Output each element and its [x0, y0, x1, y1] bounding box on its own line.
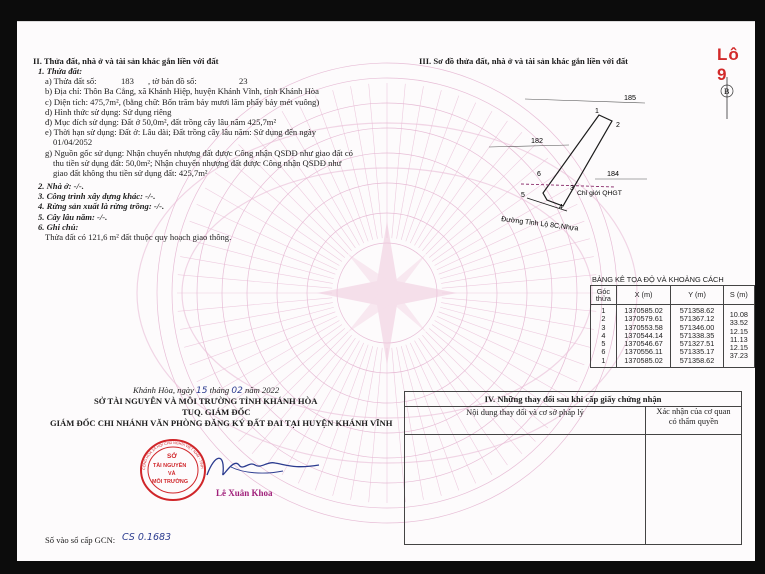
coord-y: 571358.62	[679, 306, 715, 315]
coord-x: 1370556.11	[624, 347, 663, 357]
stamp-so: SỞ	[167, 453, 177, 460]
coord-x: 1370546.67	[624, 339, 663, 349]
date-month-label: tháng	[209, 385, 230, 395]
item-6-note-heading: 6. Ghi chú:	[38, 222, 79, 232]
coord-pt: 6	[601, 347, 606, 357]
changes-header-divider	[405, 434, 741, 435]
north-letter: B	[724, 87, 730, 96]
handwritten-signature	[203, 447, 323, 487]
item-2-house: 2. Nhà ở: -/-.	[38, 181, 84, 191]
coord-pt: 4	[601, 330, 606, 340]
director-line: GIÁM ĐỐC CHI NHÁNH VĂN PHÒNG ĐĂNG KÝ ĐẤT ĐAI TẠI HUYỆN KHÁNH VĨNH	[50, 418, 393, 428]
use-term-date: 01/04/2052	[53, 137, 93, 147]
vertex-2: 2	[616, 122, 620, 129]
coord-header-s: S (m)	[723, 286, 754, 305]
changes-box-title: IV. Những thay đổi sau khi cấp giấy chứng nhận	[405, 392, 741, 407]
coord-y: 571327.51	[679, 339, 715, 349]
coord-y: 571346.00	[679, 322, 715, 332]
coord-y: 571338.35	[679, 330, 715, 340]
origin-line-1: g) Nguồn gốc sử dụng: Nhận chuyển nhượng đất được Công nhận QSDĐ như giao đất có	[45, 148, 353, 158]
stamp-tn: TÀI NGUYÊN	[153, 463, 187, 469]
parcel-number-value: 183	[121, 76, 134, 86]
coord-s: 12.15	[729, 343, 748, 353]
vertex-1: 1	[595, 108, 599, 115]
area-line: c) Diện tích: 475,7m², (bằng chữ: Bốn trăm bảy mươi lăm phẩy bảy mét vuông)	[45, 97, 320, 107]
coord-x: 1370544.14	[624, 330, 663, 340]
use-form-line: d) Hình thức sử dụng: Sử dụng riêng	[45, 107, 172, 117]
road-label: Đường Tỉnh Lộ 8C,Nhựa	[500, 216, 579, 233]
section-ii-title: II. Thửa đất, nhà ở và tài sản khác gắn liền với đất	[33, 56, 219, 66]
date-month: 02	[231, 386, 243, 396]
coord-x: 1370553.58	[624, 322, 663, 332]
use-term-line: e) Thời hạn sử dụng: Đất ở: Lâu dài; Đất trồng cây lâu năm: Sử dụng đến ngày	[45, 127, 316, 137]
coord-header-y: Y (m)	[671, 286, 723, 305]
tuq-line: TUQ. GIÁM ĐỐC	[182, 407, 251, 417]
coord-y: 571367.12	[679, 314, 715, 324]
neighbor-184: 184	[607, 169, 619, 178]
vertex-6: 6	[537, 171, 541, 178]
coord-pt: 1	[601, 355, 606, 365]
item-5-perennial: 5. Cây lâu năm: -/-.	[38, 212, 108, 222]
coord-header-x: X (m)	[616, 286, 671, 305]
changes-col-content	[405, 407, 646, 544]
item-3-construction: 3. Công trình xây dựng khác: -/-.	[38, 191, 156, 201]
coord-x: 1370585.02	[624, 306, 663, 315]
coord-x: 1370579.61	[624, 314, 663, 324]
section-iii-title: III. Sơ đồ thửa đất, nhà ở và tài sản khác gắn liền với đất	[419, 56, 629, 66]
north-arrow-icon	[721, 77, 733, 119]
coord-pt: 1	[601, 306, 606, 315]
coord-s: 12.15	[729, 326, 748, 336]
signer-name: Lê Xuân Khoa	[216, 488, 273, 498]
coord-pt: 5	[601, 339, 606, 349]
coord-s: 10.08	[729, 310, 748, 319]
boundary-label: Chỉ giới QHGT	[577, 190, 622, 197]
use-purpose-line: đ) Mục đích sử dụng: Đất ở 50,0m², đất trồng cây lâu năm 425,7m²	[45, 117, 277, 127]
coord-table-title: BẢNG KÊ TỌA ĐỘ VÀ KHOẢNG CÁCH	[592, 275, 724, 284]
note-text: Thửa đất có 121,6 m² đất thuộc quy hoạch giao thông.	[45, 232, 232, 242]
traffic-boundary-line	[521, 184, 615, 187]
vertex-5: 5	[521, 192, 525, 199]
parcel-number-label: a) Thửa đất số:	[45, 76, 97, 86]
coord-pt: 2	[601, 314, 606, 324]
vertex-3: 3	[570, 185, 574, 192]
changes-col1-header: Nội dung thay đổi và cơ sở pháp lý	[466, 408, 584, 417]
coord-s: 37.23	[729, 351, 748, 361]
coord-y: 571358.62	[679, 355, 715, 365]
vertex-4: 4	[559, 204, 563, 211]
neighbor-182: 182	[531, 136, 543, 145]
coord-y: 571335.17	[679, 347, 715, 357]
origin-line-3: giao đất không thu tiền sử dụng đất: 425,7m²	[53, 168, 208, 178]
certificate-page	[17, 21, 755, 561]
origin-line-2: thu tiền sử dụng đất: 50,0m²; Nhận chuyển nhượng đất được Công nhận QSDĐ như	[53, 158, 342, 168]
changes-col2-line2: có thẩm quyền	[668, 417, 719, 426]
coord-header-pt: Góc thửa	[591, 286, 617, 305]
lot-label: Lô 9	[717, 45, 740, 84]
stamp-ring-text: CỘNG HÒA XÃ HỘI CHỦ NGHĨA VIỆT NAM - TỈNH	[141, 440, 204, 471]
sign-date	[133, 385, 279, 396]
stamp-va: VÀ	[168, 471, 176, 477]
date-day: 15	[196, 386, 208, 396]
map-sheet-label: , tờ bản đồ số:	[148, 76, 197, 86]
item-1-heading: 1. Thửa đất:	[38, 66, 83, 76]
stamp-mt: MÔI TRƯỜNG	[152, 479, 189, 485]
agency-name: SỞ TÀI NGUYÊN VÀ MÔI TRƯỜNG TỈNH KHÁNH HÒA	[94, 396, 318, 406]
date-year: năm 2022	[244, 385, 280, 395]
changes-col-confirm	[646, 407, 741, 427]
address-line: b) Địa chỉ: Thôn Ba Cẳng, xã Khánh Hiệp, huyện Khánh Vĩnh, tỉnh Khánh Hòa	[45, 86, 319, 96]
date-prefix: Khánh Hòa, ngày	[133, 385, 194, 395]
coord-table	[590, 285, 755, 368]
gcn-value: CS 0.1683	[122, 532, 172, 543]
coord-s: 33.52	[729, 318, 748, 328]
gcn-label: Số vào sổ cấp GCN:	[45, 535, 116, 545]
map-sheet-value: 23	[239, 76, 248, 86]
parcel-diagram	[467, 63, 755, 233]
changes-col2-line1: Xác nhận của cơ quan	[656, 407, 731, 416]
coord-table-body	[591, 305, 755, 368]
coord-pt: 3	[601, 322, 606, 332]
coord-s: 11.13	[729, 334, 748, 344]
coord-x: 1370585.02	[624, 355, 663, 365]
item-4-forest: 4. Rừng sản xuất là rừng trồng: -/-.	[38, 201, 165, 211]
changes-box	[404, 391, 742, 545]
neighbor-185: 185	[624, 93, 636, 102]
